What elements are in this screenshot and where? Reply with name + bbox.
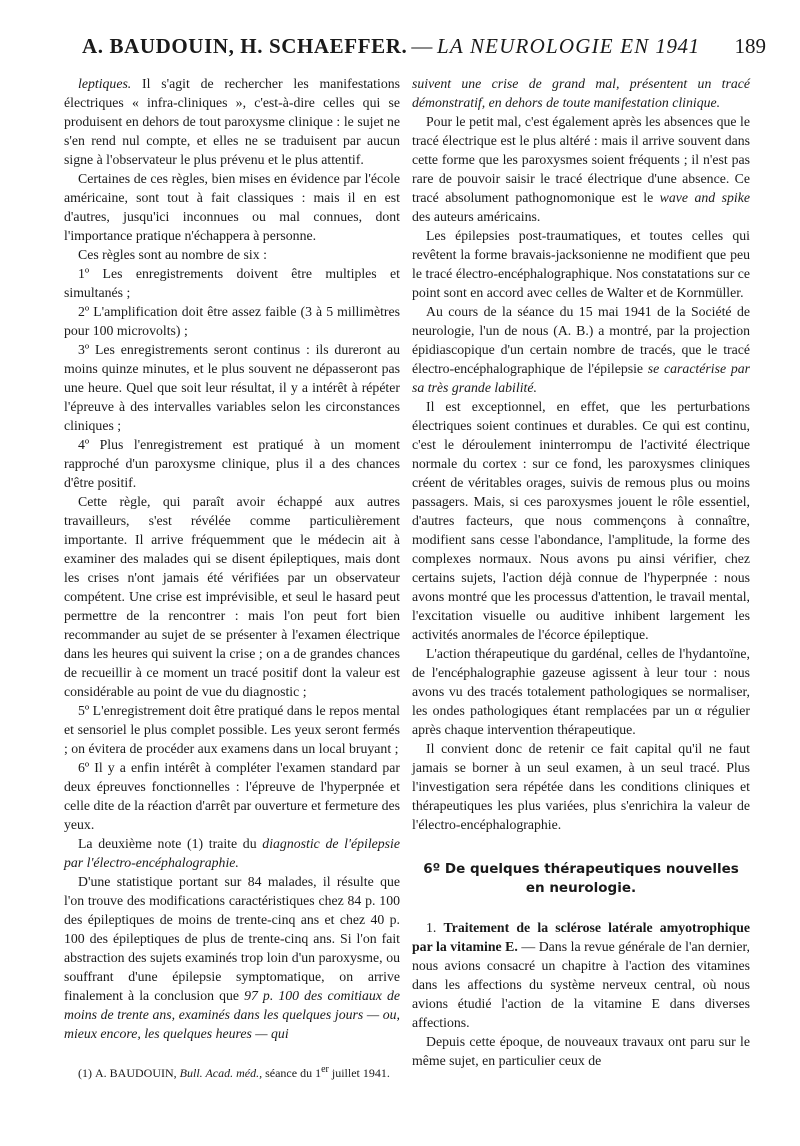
text-run: diagnostic de l'épilepsie par l'électro-encéphalographie. (64, 836, 400, 870)
footnote (64, 1061, 400, 1082)
left-column-paragraph (64, 264, 400, 302)
right-column-paragraph (412, 112, 750, 226)
left-column-paragraph (64, 169, 400, 245)
left-column-paragraph (64, 492, 400, 701)
text-run: 5º L'enregistrement doit être pratiqué dans le repos mental et sensoriel le plus complet possible. Les yeux seront fermés ; on évitera de procéder aux examens dans un local bruyant ; (64, 703, 400, 756)
text-run: Pour le petit mal, c'est également après les absences que le tracé électrique est le plus altéré : mais il arrive souvent dans cette forme que les paroxysmes soient fréquents ; il n'est pas rare de pouvoir saisir le tracé électrique d'une absence. Ce tracé absolument pathognomonique est le (412, 114, 750, 205)
left-column-paragraph (64, 435, 400, 492)
section-title: De quelques thérapeutiques nouvelles en neurologie. (444, 861, 739, 896)
text-run: Les épilepsies post-traumatiques, et toutes celles qui revêtent la forme bravais-jacksonienne ne modifient que peu le tracé électro-encéphalographique. Nos constatations sur ce point sont en accord avec celles de Walter et de Kornmüller. (412, 228, 750, 300)
footnote-sup: er (321, 1064, 329, 1075)
text-run: 97 p. 100 des comitiaux de moins de trente ans, examinés dans les quelques jours — ou, mieux encore, les quelques heures — qui (64, 988, 400, 1041)
left-column-paragraph (64, 302, 400, 340)
text-run: 3º Les enregistrements seront continus : ils dureront au moins quinze minutes, et le plus souvent ne dépasseront pas une heure. Quel que soit leur résultat, il y a intérêt à répéter l'épreuve à des intervalles variables selon les circonstances cliniques ; (64, 342, 400, 433)
text-run: Depuis cette époque, de nouveaux travaux ont paru sur le même sujet, en particulier ceux de (412, 1034, 750, 1068)
text-run: suivent une crise de grand mal, présentent un tracé démonstratif, en dehors de toute manifestation clinique. (412, 76, 750, 110)
text-run: 1. (426, 920, 444, 935)
left-column-paragraphs (64, 74, 400, 1043)
left-column-paragraph (64, 74, 400, 169)
text-run: Certaines de ces règles, bien mises en évidence par l'école américaine, sont tout à fait classiques : mais il en est d'autres, jusqu'ici inconnues ou mal connues, dont l'importance pratique n'échappera à personne. (64, 171, 400, 243)
right-column-paragraph (412, 397, 750, 644)
text-run: Cette règle, qui paraît avoir échappé aux autres travailleurs, s'est révélée comme particulièrement importante. Il arrive fréquemment que le médecin ait à examiner des malades qui se disent épileptiques, mais dont les crises n'ont jamais été vérifiées par un observateur compétent. Une crise est imprévisible, et seul le hasard peut permettre de la rencontrer : mais l'on peut fort bien recommander au sujet de se présenter à l'examen électrique dans les heures qui suivent la crise ; on a de grandes chances de recueillir à ce moment un tracé positif dont la valeur est considérable au point de vue du diagnostic ; (64, 494, 400, 699)
text-run: Il s'agit de rechercher les manifestations électriques « infra-cliniques », c'est-à-dire celles qui se produisent en dehors de tout paroxysme clinique : le sujet ne s'en rend nul compte, et elles ne se traduisent par aucun signe à l'observateur le plus prévenu et le plus attentif. (64, 76, 400, 167)
footnote-text-end: juillet 1941. (328, 1066, 390, 1080)
left-column-paragraph (64, 340, 400, 435)
text-run: Il est exceptionnel, en effet, que les perturbations électriques soient continues et durables. Ce qui est continu, c'est le déroulement ininterrompu de l'activité électrique normale du cortex : sur ce fond, les paroxysmes cliniques créent de véritables orages, suivis de remous plus ou moins passagers. Mais, si ces paroxysmes jouent le rôle essentiel, d'autres facteurs, que nous commençons à connaître, modifient sans cesse l'abondance, l'amplitude, la forme des complexes normaux. Nous avons pu ainsi vérifier, chez certains sujets, l'action déjà connue de l'hyperpnée : nous avons montré que les processus d'attention, le travail mental, l'excitation visuelle ou auditive inhibent largement les activités anormales de l'écorce épileptique. (412, 399, 750, 642)
text-run: des auteurs américains. (412, 209, 541, 224)
right-column-paragraphs (412, 74, 750, 834)
text-run: Au cours de la séance du 15 mai 1941 de la Société de neurologie, l'un de nous (A. B.) a montré, par la projection épidiascopique d'un certain nombre de tracés, que le tracé électro-encéphalographique de l'épilepsie (412, 304, 750, 376)
text-run: leptiques. (78, 76, 132, 91)
left-column-paragraph (64, 701, 400, 758)
header-authors: A. BAUDOUIN, H. SCHAEFFER. (82, 34, 408, 58)
text-run: Ces règles sont au nombre de six : (78, 247, 267, 262)
right-column-paragraph (412, 302, 750, 397)
footnote-marker: (1) (78, 1066, 92, 1080)
left-column-paragraph (64, 758, 400, 834)
footnote-text: séance du 1 (265, 1066, 322, 1080)
right-column-after-paragraph (412, 918, 750, 1032)
footnote-author: A. BAUDOUIN, (95, 1066, 177, 1080)
right-column-paragraphs-after (412, 918, 750, 1070)
text-run: 4º Plus l'enregistrement est pratiqué à un moment rapproché d'un paroxysme clinique, plus il a des chances d'être positif. (64, 437, 400, 490)
header-authors-and-title (82, 34, 700, 59)
section-number: 6º (423, 861, 441, 877)
text-run: 2º L'amplification doit être assez faible (3 à 5 millimètres pour 100 microvolts) ; (64, 304, 400, 338)
text-run: D'une statistique portant sur 84 malades, il résulte que l'on trouve des modifications caractéristiques chez 84 p. 100 des épileptiques de moins de trente-cinq ans et chez 40 p. 100 des épileptiques de plus de trente-cinq ans. Si l'on fait abstraction des sujets examinés trop loin d'un paroxysme, ou souffrant d'une épilepsie symptomatique, on arrive finalement à la conclusion que (64, 874, 400, 1003)
text-run: 6º Il y a enfin intérêt à compléter l'examen standard par deux épreuves fonctionnelles : l'épreuve de l'hyperpnée et celle dite de la réaction d'arrêt par ouverture et fermeture des yeux. (64, 760, 400, 832)
left-column-paragraph (64, 872, 400, 1043)
header-title: LA NEUROLOGIE EN (436, 34, 650, 58)
text-run: Traitement de la sclérose latérale amyotrophique par la vitamine E. (412, 920, 751, 954)
right-column-paragraph (412, 226, 750, 302)
text-run: La deuxième note (1) traite du (78, 836, 263, 851)
text-run: 1º Les enregistrements doivent être multiples et simultanés ; (64, 266, 400, 300)
right-column-paragraph (412, 74, 750, 112)
left-column-paragraph (64, 245, 400, 264)
text-run: wave and spike (659, 190, 750, 205)
right-column (412, 74, 750, 1070)
section-heading (412, 860, 750, 898)
text-run: se caractérise par sa très grande labilité. (412, 361, 750, 395)
right-column-paragraph (412, 739, 750, 834)
right-column-after-paragraph (412, 1032, 750, 1070)
running-header (60, 34, 766, 70)
text-run: Il convient donc de retenir ce fait capital qu'il ne faut jamais se borner à un seul examen, à un seul tracé. Plus l'investigation sera répétée dans les conditions cliniques et thérapeutiques les plus variées, plus s'enrichira la valeur de l'électro-encéphalographie. (412, 741, 750, 832)
footnote-source: Bull. Acad. méd., (179, 1066, 263, 1080)
header-year: 1941 (655, 34, 700, 58)
left-column (64, 74, 400, 1082)
right-column-paragraph (412, 644, 750, 739)
header-dash: — (411, 34, 433, 58)
text-run: — Dans la revue générale de l'an dernier, nous avions consacré un chapitre à l'action des vitamines dans les affections du système nerveux central, où nous avions étudié l'action de la vitamine E dans diverses affections. (412, 939, 750, 1030)
left-column-paragraph (64, 834, 400, 872)
page-number: 189 (734, 34, 766, 58)
text-run: L'action thérapeutique du gardénal, celles de l'hydantoïne, de l'encéphalographie gazeuse agissent à leur tour : nous avons vu des tracés totalement pathologiques se normaliser, les ondes pathologiques étant remplacées par un α régulier après chaque intervention thérapeutique. (412, 646, 750, 737)
